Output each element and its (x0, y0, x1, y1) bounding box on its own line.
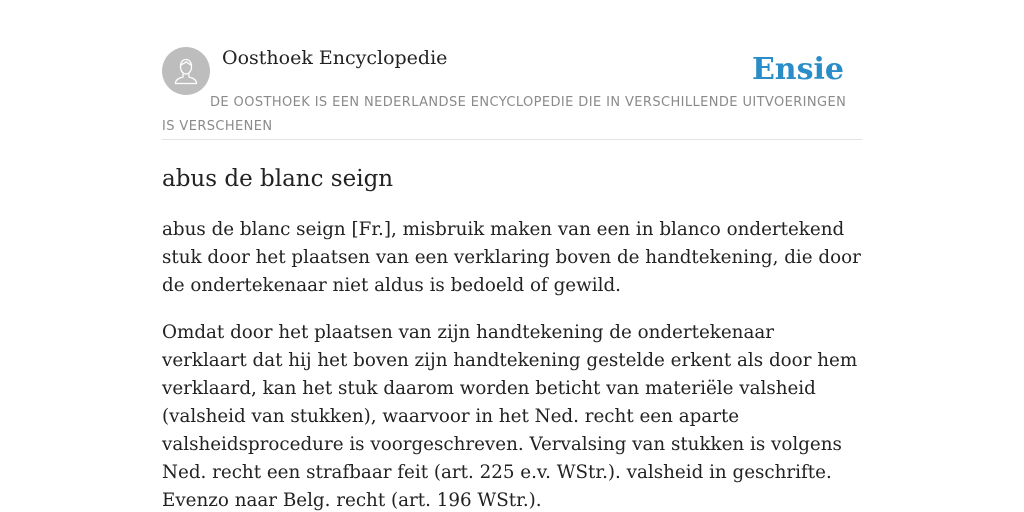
brand-logo[interactable]: Ensie (751, 52, 844, 87)
entry-paragraph-2: Omdat door het plaatsen van zijn handtekening de ondertekenaar verklaart dat hij het boven zijn handtekening gestelde erkent als door hem verklaard, kan het stuk daarom worden beticht van materiële valsheid (valsheid van stukken), waarvoor in het Ned. recht een aparte valsheidsprocedure is voorgeschreven. Vervalsing van stukken is volgens Ned. recht een strafbaar feit (art. 225 e.v. WStr.). valsheid in geschrifte. Evenzo naar Belg. recht (art. 196 WStr.). (162, 322, 858, 511)
site-name[interactable]: Oosthoek Encyclopedie (222, 47, 448, 69)
entry-title: abus de blanc seign (162, 166, 394, 192)
header-divider (162, 139, 862, 140)
site-tagline: DE OOSTHOEK IS EEN NEDERLANDSE ENCYCLOPEDIE DIE IN VERSCHILLENDE UITVOERINGEN IS VERSCHENEN (162, 95, 847, 134)
entry-paragraph-1: abus de blanc seign [Fr.], misbruik maken van een in blanco ondertekend stuk door het plaatsen van een verklaring boven de handtekening, die door de ondertekenaar niet aldus is bedoeld of gewild. (162, 219, 861, 296)
entry-body (162, 216, 862, 512)
author-avatar[interactable] (162, 47, 210, 95)
user-icon (162, 47, 210, 95)
